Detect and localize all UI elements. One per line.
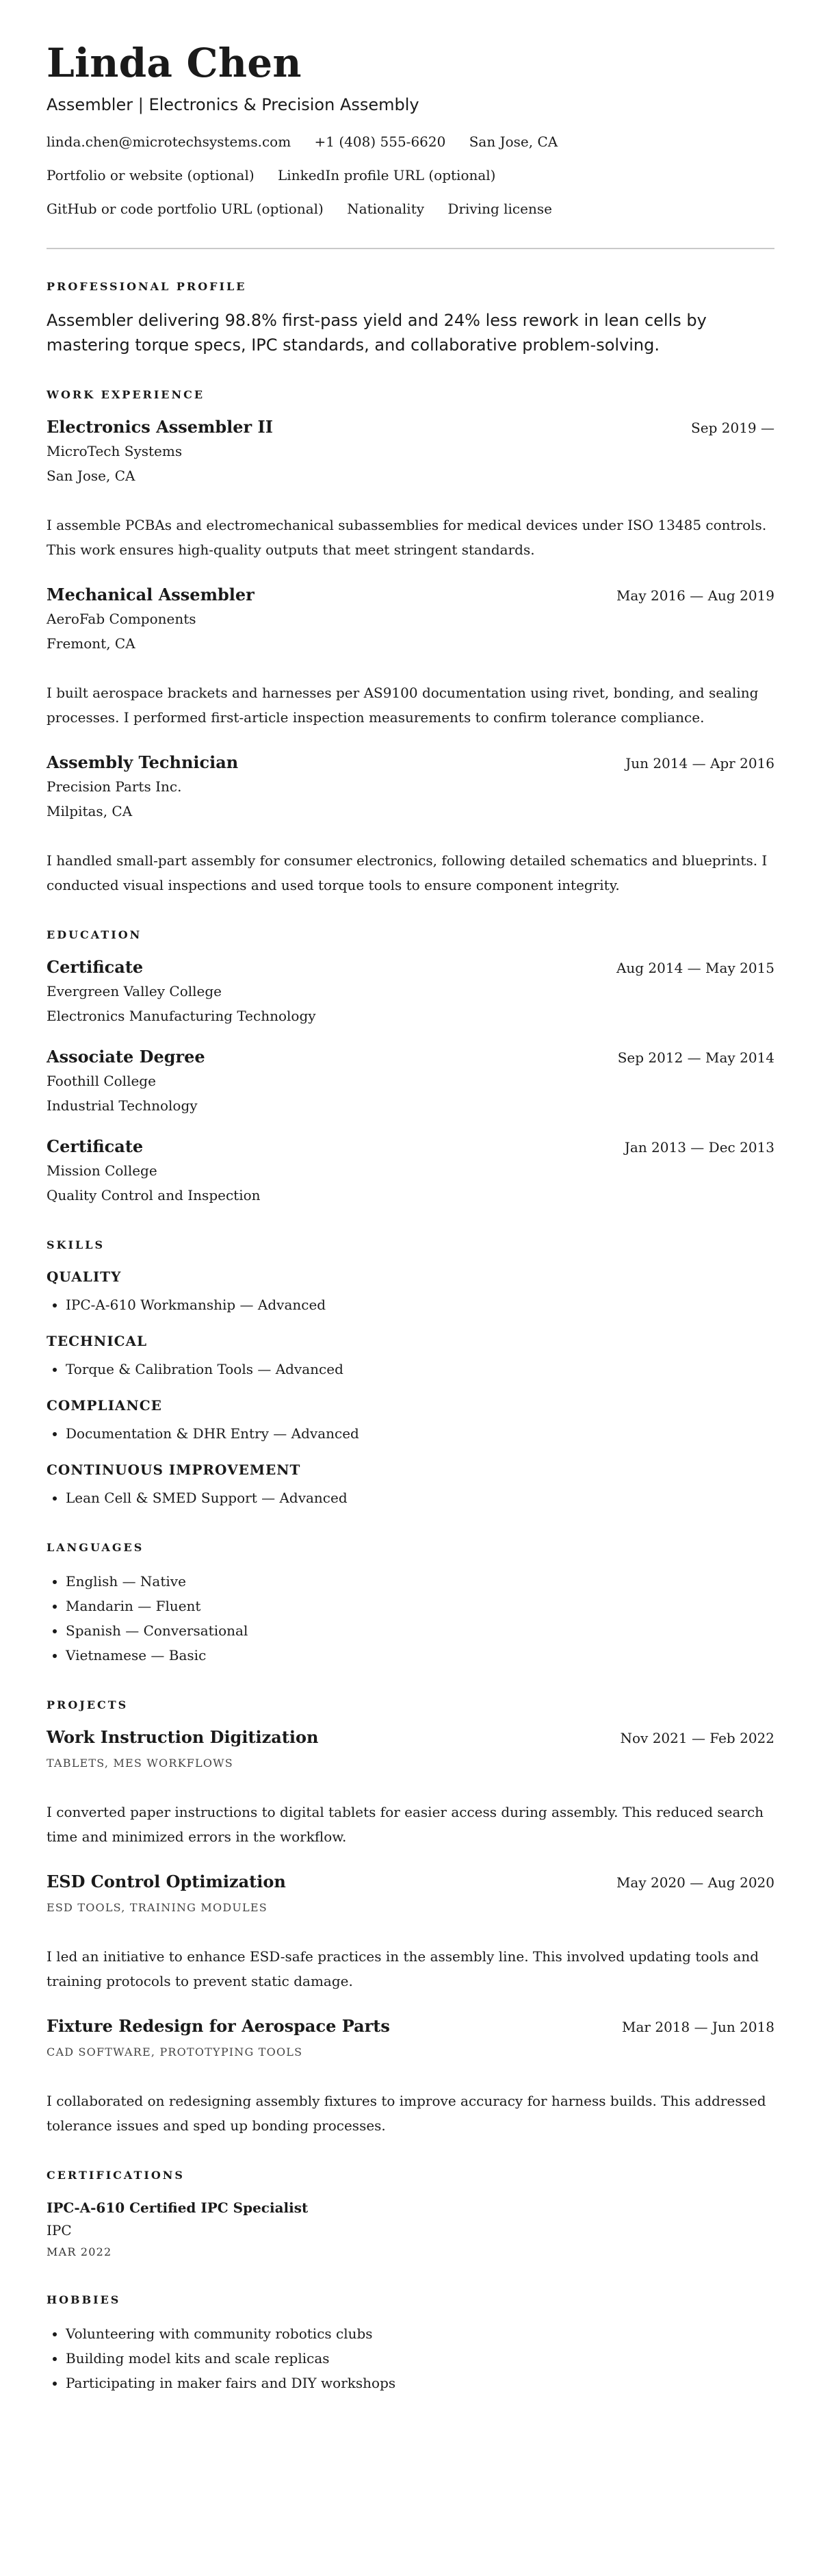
section-title: PROJECTS (47, 1698, 129, 1711)
skill-category: CONTINUOUS IMPROVEMENT (47, 1462, 301, 1478)
language-list (47, 1569, 774, 1668)
resume-header (47, 38, 774, 220)
school-name: Mission College (47, 1162, 157, 1179)
section-title: CERTIFICATIONS (47, 2169, 185, 2182)
section-title: PROFESSIONAL PROFILE (47, 280, 247, 293)
school-name: Evergreen Valley College (47, 983, 222, 999)
field-of-study: Quality Control and Inspection (47, 1187, 261, 1203)
certification-date: MAR 2022 (47, 2245, 112, 2258)
project-tags: TABLETS, MES WORKFLOWS (47, 1757, 233, 1770)
skill-list (47, 1421, 774, 1446)
list-item: • Building model kits and scale replicas (66, 2346, 774, 2371)
experience-section (47, 387, 774, 897)
job-title: Mechanical Assembler (47, 585, 255, 604)
header-divider (47, 248, 774, 249)
job-location: San Jose, CA (47, 468, 135, 484)
contact-row-2 (47, 164, 774, 187)
project-entry (47, 1726, 774, 1849)
section-title: SKILLS (47, 1238, 105, 1251)
job-dates: Sep 2019 — (691, 420, 774, 436)
job-dates: Jun 2014 — Apr 2016 (625, 755, 774, 771)
job-company: AeroFab Components (47, 611, 196, 627)
contact-email[interactable]: linda.chen@microtechsystems.com (47, 133, 291, 150)
list-item: • Torque & Calibration Tools — Advanced (66, 1357, 774, 1381)
project-description: I collaborated on redesigning assembly fixtures to improve accuracy for harness builds. This addressed tolerance issues and sped up bonding processes. (47, 2093, 766, 2134)
education-entry (47, 1136, 774, 1208)
project-description: I led an initiative to enhance ESD-safe practices in the assembly line. This involved updating tools and training protocols to prevent static damage. (47, 1948, 759, 1989)
project-name: Work Instruction Digitization (47, 1727, 319, 1747)
contact-row-1 (47, 130, 774, 153)
skills-section (47, 1238, 774, 1510)
list-item: • Vietnamese — Basic (66, 1643, 774, 1668)
education-section (47, 928, 774, 1208)
certification-issuer: IPC (47, 2222, 72, 2239)
list-item: • Spanish — Conversational (66, 1618, 774, 1643)
project-entry (47, 2015, 774, 2138)
job-description: I assemble PCBAs and electromechanical subassemblies for medical devices under ISO 13485 controls. This work ensures high-quality outputs that meet stringent standards. (47, 517, 767, 558)
projects-section (47, 1698, 774, 2138)
skill-category: COMPLIANCE (47, 1397, 162, 1414)
certifications-section (47, 2168, 774, 2262)
section-title: LANGUAGES (47, 1541, 144, 1554)
certification-name: IPC-A-610 Certified IPC Specialist (47, 2199, 309, 2216)
education-entry (47, 1046, 774, 1118)
education-dates: Sep 2012 — May 2014 (617, 1049, 774, 1066)
skill-list (47, 1357, 774, 1381)
section-title: WORK EXPERIENCE (47, 388, 205, 401)
list-item: • Participating in maker fairs and DIY workshops (66, 2371, 774, 2395)
certification-entry (47, 2197, 774, 2262)
section-title: HOBBIES (47, 2293, 121, 2306)
project-description: I converted paper instructions to digital tablets for easier access during assembly. This reduced search time and minimized errors in the workflow. (47, 1804, 764, 1845)
contact-nationality: Nationality (347, 201, 425, 217)
contact-phone[interactable]: +1 (408) 555-6620 (314, 133, 446, 150)
list-item: • Mandarin — Fluent (66, 1594, 774, 1618)
degree-title: Certificate (47, 1136, 144, 1156)
project-entry (47, 1871, 774, 1993)
project-tags: CAD SOFTWARE, PROTOTYPING TOOLS (47, 2045, 303, 2058)
hobby-list (47, 2321, 774, 2395)
skill-list (47, 1292, 774, 1317)
languages-section (47, 1540, 774, 1668)
contact-driving-license: Driving license (447, 201, 552, 217)
job-location: Milpitas, CA (47, 803, 133, 819)
job-company: MicroTech Systems (47, 443, 183, 459)
section-title: EDUCATION (47, 928, 142, 941)
profile-section (47, 279, 774, 357)
hobbies-section (47, 2293, 774, 2395)
contact-row-3 (47, 197, 774, 220)
project-tags: ESD TOOLS, TRAINING MODULES (47, 1901, 268, 1914)
job-description: I handled small-part assembly for consumer electronics, following detailed schematics and blueprints. I conducted visual inspections and used torque tools to ensure component integrity. (47, 852, 768, 893)
job-description: I built aerospace brackets and harnesses per AS9100 documentation using rivet, bonding, and sealing processes. I performed first-article inspection measurements to confirm tolerance compliance. (47, 685, 759, 726)
project-dates: Nov 2021 — Feb 2022 (620, 1730, 774, 1746)
education-entry (47, 956, 774, 1028)
candidate-name: Linda Chen (47, 40, 302, 86)
project-dates: May 2020 — Aug 2020 (616, 1874, 774, 1891)
education-dates: Jan 2013 — Dec 2013 (624, 1139, 774, 1156)
project-name: ESD Control Optimization (47, 1872, 286, 1891)
education-dates: Aug 2014 — May 2015 (616, 960, 774, 976)
list-item: • English — Native (66, 1569, 774, 1594)
list-item: • Documentation & DHR Entry — Advanced (66, 1421, 774, 1446)
profile-summary: Assembler delivering 98.8% first-pass yield and 24% less rework in lean cells by mastering torque specs, IPC standards, and collaborative problem-solving. (47, 311, 707, 355)
job-dates: May 2016 — Aug 2019 (616, 587, 774, 604)
list-item: • Lean Cell & SMED Support — Advanced (66, 1485, 774, 1510)
job-title: Assembly Technician (47, 752, 239, 772)
list-item: • Volunteering with community robotics clubs (66, 2321, 774, 2346)
contact-location: San Jose, CA (469, 133, 558, 150)
candidate-headline: Assembler | Electronics & Precision Assembly (47, 95, 419, 114)
degree-title: Certificate (47, 957, 144, 977)
project-dates: Mar 2018 — Jun 2018 (622, 2019, 774, 2035)
contact-github[interactable]: GitHub or code portfolio URL (optional) (47, 201, 324, 217)
experience-entry (47, 752, 774, 897)
job-company: Precision Parts Inc. (47, 778, 182, 795)
skill-list (47, 1485, 774, 1510)
project-name: Fixture Redesign for Aerospace Parts (47, 2016, 390, 2036)
experience-entry (47, 416, 774, 562)
contact-portfolio[interactable]: Portfolio or website (optional) (47, 167, 255, 183)
list-item: • IPC-A-610 Workmanship — Advanced (66, 1292, 774, 1317)
field-of-study: Electronics Manufacturing Technology (47, 1008, 316, 1024)
field-of-study: Industrial Technology (47, 1097, 198, 1114)
job-title: Electronics Assembler II (47, 417, 274, 437)
contact-linkedin[interactable]: LinkedIn profile URL (optional) (278, 167, 496, 183)
skill-category: QUALITY (47, 1268, 122, 1285)
job-location: Fremont, CA (47, 635, 135, 652)
school-name: Foothill College (47, 1073, 156, 1089)
degree-title: Associate Degree (47, 1047, 205, 1067)
skill-category: TECHNICAL (47, 1333, 148, 1349)
experience-entry (47, 584, 774, 730)
